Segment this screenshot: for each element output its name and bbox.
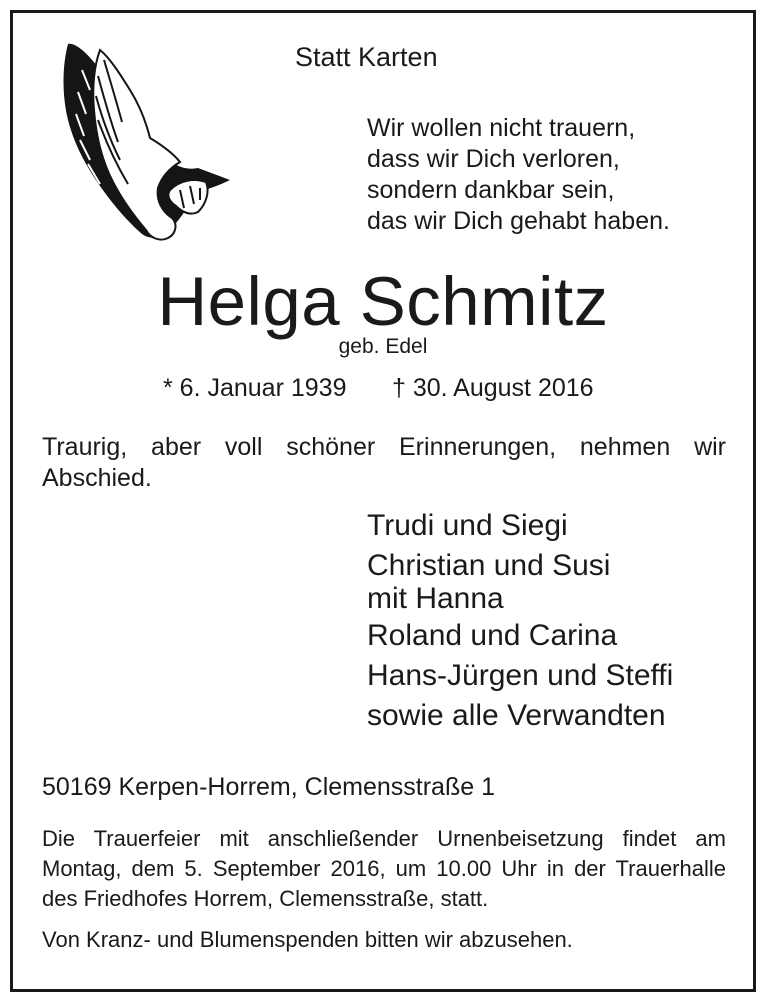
praying-hands-icon	[60, 40, 232, 250]
poem-line: sondern dankbar sein,	[367, 176, 615, 204]
maiden-name: geb. Edel	[338, 335, 428, 358]
mourner-entry: sowie alle Verwandten	[367, 699, 666, 732]
flowers-note: Von Kranz- und Blumenspenden bitten wir abzusehen.	[42, 927, 573, 952]
poem	[367, 113, 670, 237]
mourner-entry: Trudi und Siegi	[367, 509, 568, 542]
poem-line: dass wir Dich verloren,	[367, 145, 620, 173]
mourner-entry: Hans-Jürgen und Steffi	[367, 659, 674, 692]
mourner-entry: mit Hanna	[367, 582, 504, 615]
address: 50169 Kerpen-Horrem, Clemensstraße 1	[42, 773, 495, 801]
death-date: † 30. August 2016	[392, 374, 594, 402]
mourners-list	[367, 508, 673, 734]
mourner-entry: Roland und Carina	[367, 619, 618, 652]
poem-line: das wir Dich gehabt haben.	[367, 207, 670, 235]
deceased-name: Helga Schmitz	[157, 263, 609, 340]
birth-date: * 6. Januar 1939	[163, 374, 347, 402]
intro-text: Traurig, aber voll schöner Erinnerungen, nehmen wir Abschied.	[42, 433, 726, 492]
mourner-entry: Christian und Susi	[367, 549, 611, 582]
poem-line: Wir wollen nicht trauern,	[367, 114, 636, 142]
service-info: Die Trauerfeier mit anschließender Urnenbeisetzung findet am Montag, dem 5. September 2016, um 10.00 Uhr in der Trauerhalle des Friedhofes Horrem, Clemensstraße, statt.	[42, 826, 726, 911]
notice-heading: Statt Karten	[295, 42, 438, 72]
